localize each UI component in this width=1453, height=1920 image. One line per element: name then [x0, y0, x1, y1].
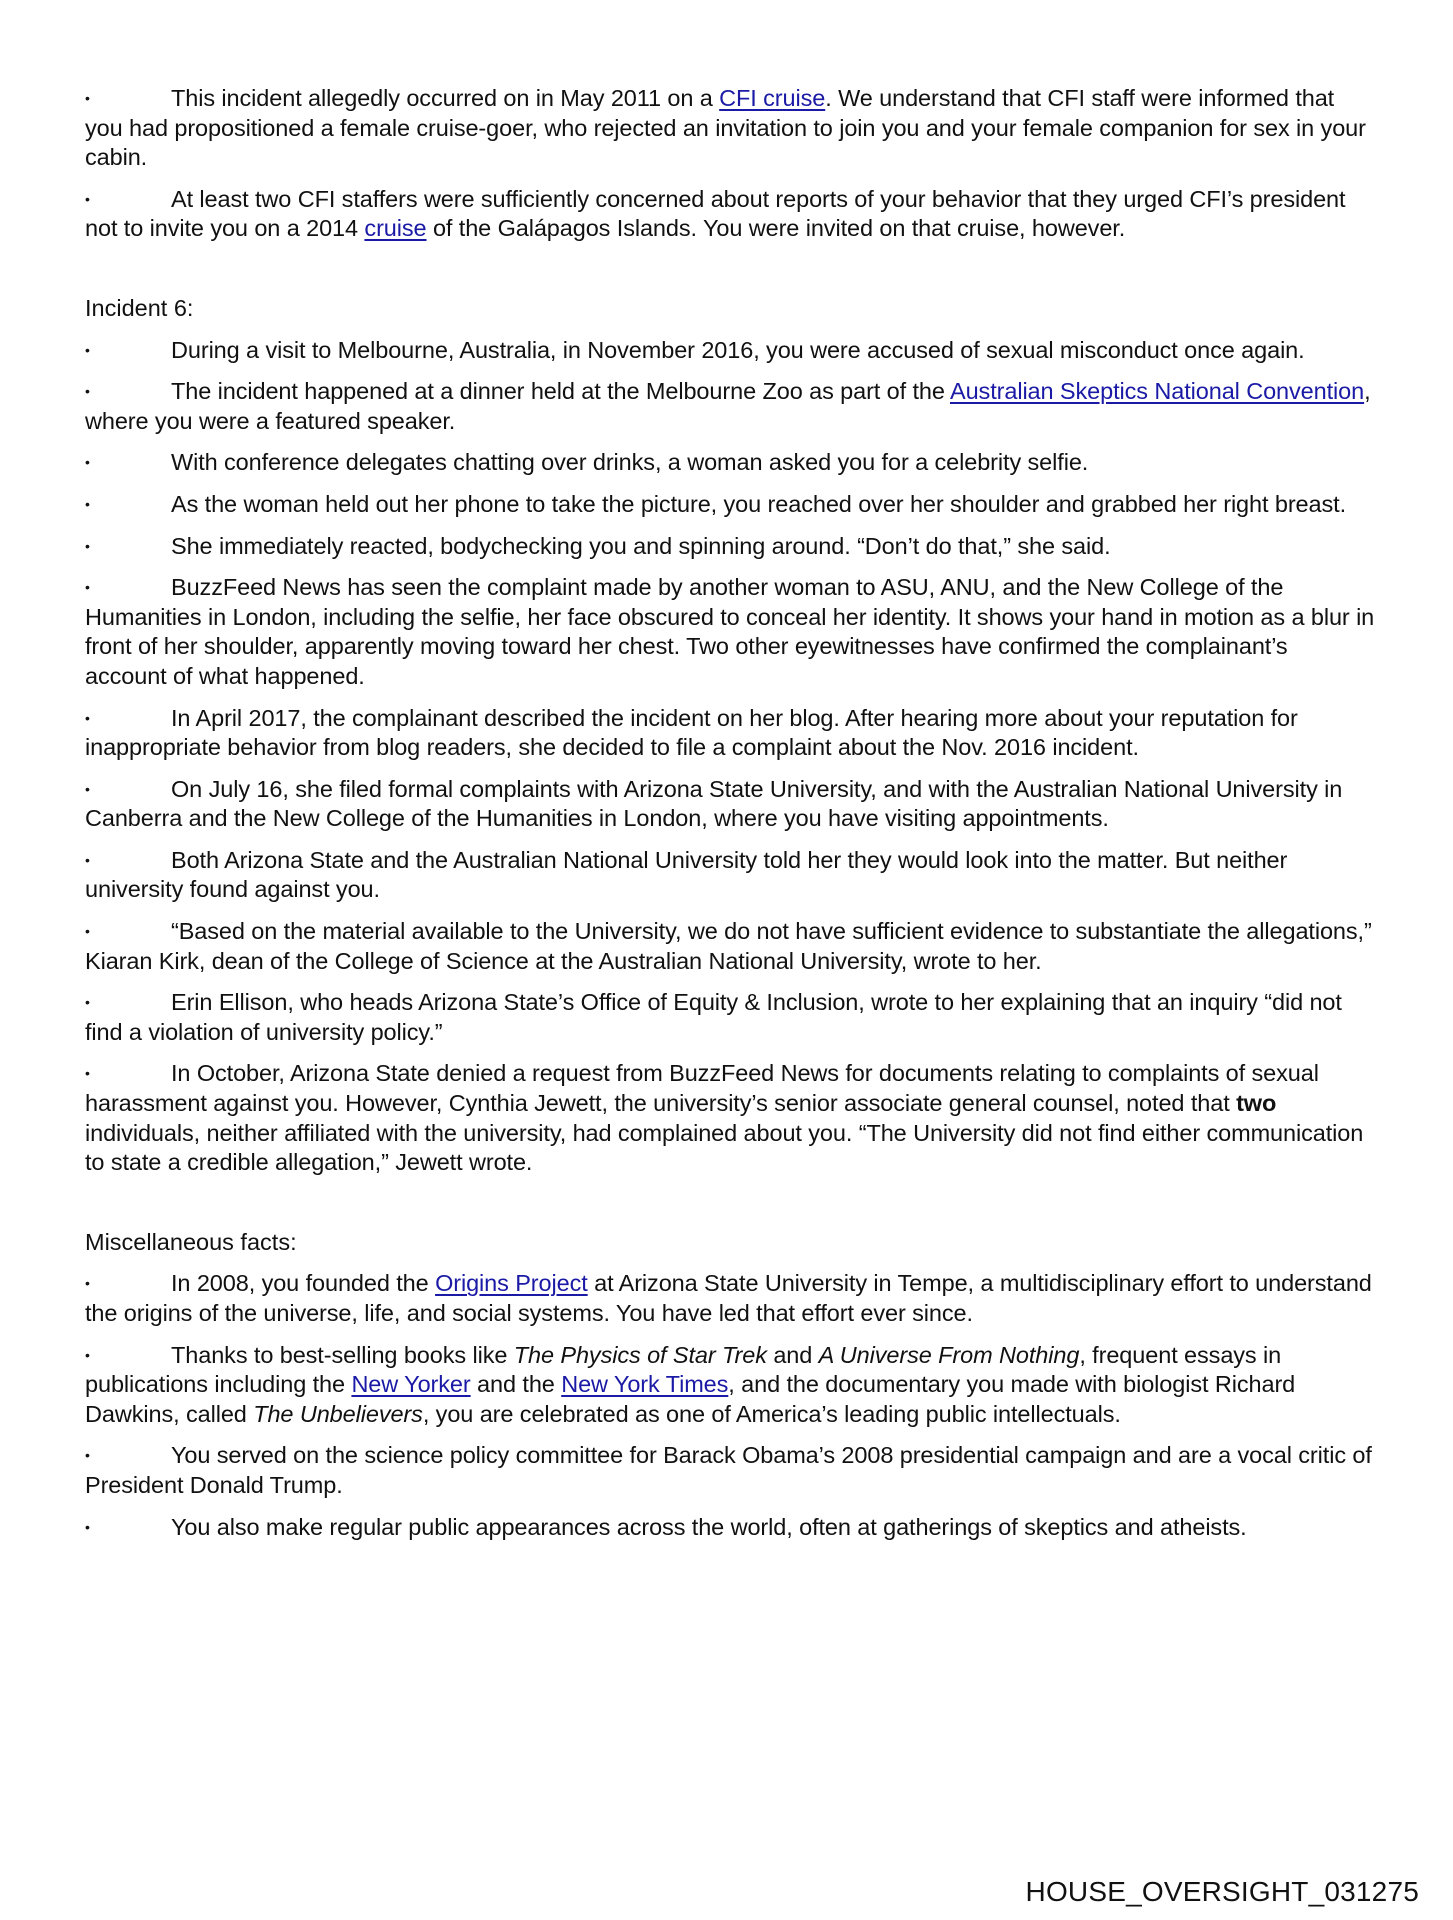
body-text: at Arizona State University in Tempe, a multidisciplinary effort to understand the origins of the universe, life, and social systems. You have led that effort ever since. [85, 1270, 1372, 1326]
bullet-icon: • [85, 1346, 90, 1363]
bullet-icon: • [85, 1275, 90, 1292]
misc-bullet-list [85, 1269, 1375, 1542]
inline-link[interactable]: CFI cruise [719, 85, 826, 111]
bold-text: two [1236, 1090, 1277, 1117]
document-page [85, 84, 1375, 1554]
bullet-icon: • [85, 90, 90, 106]
bullet-item [85, 1441, 1375, 1500]
section-heading-misc: Miscellaneous facts: [85, 1228, 297, 1255]
bullet-icon: • [85, 383, 90, 400]
body-text: You also make regular public appearances across the world, often at gatherings of skeptics and atheists. [171, 1513, 1247, 1540]
bullet-item [85, 532, 1375, 562]
body-text: As the woman held out her phone to take the picture, you reached over her shoulder and grabbed her right breast. [171, 490, 1347, 517]
bullet-icon: • [85, 780, 90, 797]
body-text: She immediately reacted, bodychecking you and spinning around. “Don’t do that,” she said. [171, 532, 1111, 559]
italic-title: A Universe From Nothing [818, 1341, 1080, 1368]
section-gap [85, 256, 1375, 294]
section-gap [85, 1190, 1375, 1228]
body-text: individuals, neither affiliated with the university, had complained about you. “The University did not find either communication to state a credible allegation,” Jewett wrote. [85, 1119, 1364, 1176]
italic-title: The Unbelievers [253, 1400, 423, 1427]
bullet-icon: • [85, 495, 90, 512]
body-text: . We understand that CFI staff were informed that you had propositioned a female cruise-goer, who rejected an invitation to join you and your female companion for sex in your cabin. [85, 85, 1366, 171]
bullet-item [85, 336, 1375, 366]
bullet-item [85, 846, 1375, 905]
bullet-icon: • [85, 1065, 90, 1082]
body-text: In 2008, you founded the [171, 1270, 436, 1297]
italic-title: The Physics of Star Trek [513, 1341, 767, 1368]
section-incident-6 [85, 294, 1375, 1178]
bullet-item [85, 988, 1375, 1047]
incident-6-bullet-list [85, 336, 1375, 1178]
body-text: At least two CFI staffers were sufficiently concerned about reports of your behavior that they urged CFI’s president not to invite you on a 2014 [85, 185, 1346, 242]
bullet-item [85, 84, 1375, 173]
body-text: Thanks to best-selling books like [171, 1341, 514, 1368]
bullet-item [85, 377, 1375, 436]
bullet-item [85, 1059, 1375, 1177]
bullet-item [85, 775, 1375, 834]
bullet-item [85, 1269, 1375, 1328]
body-text: The incident happened at a dinner held at the Melbourne Zoo as part of the [171, 378, 950, 405]
body-text: , where you were a featured speaker. [85, 378, 1371, 434]
inline-link[interactable]: New York Times [561, 1371, 729, 1398]
section-intro [85, 84, 1375, 244]
bullet-item [85, 704, 1375, 763]
bates-stamp: HOUSE_OVERSIGHT_031275 [1025, 1876, 1419, 1907]
body-text: With conference delegates chatting over drinks, a woman asked you for a celebrity selfie. [171, 449, 1089, 476]
body-text: and [766, 1341, 819, 1368]
bullet-icon: • [85, 454, 90, 471]
body-text: In October, Arizona State denied a request from BuzzFeed News for documents relating to complaints of sexual harassment against you. However, Cynthia Jewett, the university’s senior associate general counsel, noted that [85, 1060, 1319, 1117]
bullet-item [85, 490, 1375, 520]
bullet-item [85, 573, 1375, 691]
body-text: In April 2017, the complainant described the incident on her blog. After hearing more about your reputation for inappropriate behavior from blog readers, she decided to file a complaint about the Nov. 2016 incident. [85, 704, 1298, 761]
inline-link[interactable]: cruise [364, 215, 427, 242]
body-text: and the [470, 1371, 562, 1398]
bullet-icon: • [85, 851, 90, 868]
inline-link[interactable]: Origins Project [435, 1270, 588, 1297]
body-text: You served on the science policy committee for Barack Obama’s 2008 presidential campaign and are a vocal critic of President Donald Trump. [85, 1442, 1372, 1498]
body-text: of the Galápagos Islands. You were invited on that cruise, however. [426, 215, 1126, 242]
bullet-icon: • [85, 341, 90, 358]
bullet-icon: • [85, 923, 90, 940]
section-heading-incident-6: Incident 6: [85, 294, 194, 321]
body-text: On July 16, she filed formal complaints with Arizona State University, and with the Australian National University in Canberra and the New College of the Humanities in London, where you have visiting appointments. [85, 775, 1343, 832]
body-text: , you are celebrated as one of America’s leading public intellectuals. [422, 1400, 1121, 1427]
bullet-item [85, 185, 1375, 244]
body-text: , and the documentary you made with biologist Richard Dawkins, called [85, 1371, 1296, 1427]
bullet-item [85, 448, 1375, 478]
body-text: “Based on the material available to the University, we do not have sufficient evidence to substantiate the allegations,” Kiaran Kirk, dean of the College of Science at the Australian National University, wrote to her. [85, 918, 1372, 974]
body-text: , frequent essays in publications including the [85, 1341, 1282, 1398]
body-text: Both Arizona State and the Australian National University told her they would look into the matter. But neither university found against you. [85, 846, 1288, 903]
inline-link[interactable]: New Yorker [351, 1371, 471, 1398]
bullet-item [85, 1513, 1375, 1543]
bullet-icon: • [85, 994, 90, 1011]
body-text: This incident allegedly occurred on in May 2011 on a [171, 85, 720, 111]
bullet-icon: • [85, 1447, 90, 1464]
bullet-item [85, 917, 1375, 976]
inline-link[interactable]: Australian Skeptics National Convention [950, 378, 1365, 405]
bullet-icon: • [85, 190, 90, 207]
section-misc [85, 1228, 1375, 1542]
bullet-icon: • [85, 579, 90, 596]
body-text: Erin Ellison, who heads Arizona State’s Office of Equity & Inclusion, wrote to her explaining that an inquiry “did not find a violation of university policy.” [85, 989, 1342, 1045]
bullet-icon: • [85, 709, 90, 726]
bullet-icon: • [85, 1518, 90, 1535]
bullet-item [85, 1341, 1375, 1430]
bullet-icon: • [85, 537, 90, 554]
body-text: BuzzFeed News has seen the complaint made by another woman to ASU, ANU, and the New College of the Humanities in London, including the selfie, her face obscured to conceal her identity. It shows your hand in motion as a blur in front of her shoulder, apparently moving toward her chest. Two other eyewitnesses have confirmed the complainant’s account of what happened. [85, 574, 1375, 689]
body-text: During a visit to Melbourne, Australia, in November 2016, you were accused of sexual misconduct once again. [171, 336, 1305, 363]
